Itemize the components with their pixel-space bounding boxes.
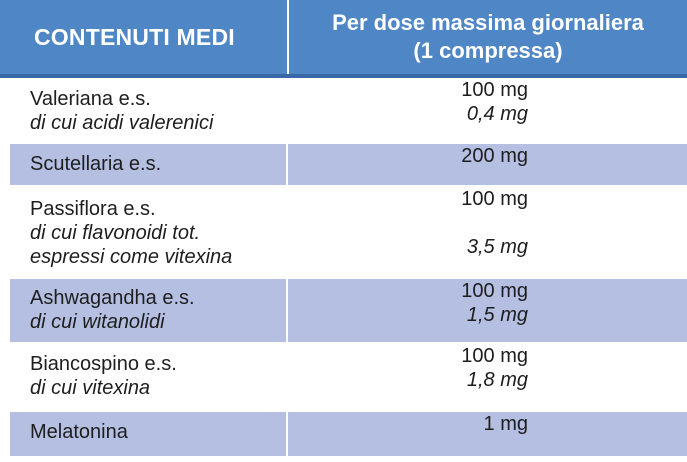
header-dose-line2: (1 compressa) bbox=[413, 38, 563, 63]
ingredient-amount: 100 mg bbox=[461, 79, 528, 101]
ingredient-sub: espressi come vitexina bbox=[30, 246, 233, 268]
ingredient-sub-amount: 0,4 mg bbox=[466, 103, 528, 125]
ingredient-sub: di cui witanolidi bbox=[30, 311, 165, 333]
ingredient-amount: 200 mg bbox=[461, 145, 528, 167]
ingredient-sub-amount: 1,5 mg bbox=[466, 304, 528, 326]
table-row-biancospino bbox=[10, 344, 687, 410]
ingredient-amount: 100 mg bbox=[461, 188, 528, 210]
ingredient-name: Melatonina bbox=[30, 421, 128, 443]
ingredient-amount: 100 mg bbox=[461, 280, 528, 302]
ingredient-sub: di cui vitexina bbox=[30, 377, 151, 399]
table-row-passiflora bbox=[10, 187, 687, 277]
table-row-melatonina bbox=[10, 412, 687, 456]
header-contents-label: CONTENUTI MEDI bbox=[34, 23, 235, 50]
table-row-scutellaria bbox=[10, 144, 687, 185]
table-header bbox=[0, 0, 687, 78]
header-dose-line1: Per dose massima giornaliera bbox=[332, 10, 644, 35]
ingredient-sub: di cui flavonoidi tot. bbox=[30, 222, 201, 244]
ingredient-name: Passiflora e.s. bbox=[30, 198, 156, 220]
header-dose-label bbox=[289, 0, 687, 74]
ingredient-sub-amount bbox=[288, 211, 528, 235]
ingredient-amount: 100 mg bbox=[461, 345, 528, 367]
ingredient-name: Valeriana e.s. bbox=[30, 88, 151, 110]
ingredient-name: Scutellaria e.s. bbox=[30, 153, 162, 175]
ingredient-name: Biancospino e.s. bbox=[30, 353, 177, 375]
ingredient-sub-amount: 1,8 mg bbox=[466, 369, 528, 391]
ingredient-amount: 1 mg bbox=[483, 413, 528, 435]
table-row-ashwagandha bbox=[10, 279, 687, 342]
ingredient-sub: di cui acidi valerenici bbox=[30, 112, 214, 134]
table-row-valeriana bbox=[10, 78, 687, 142]
ingredient-sub-amount: 3,5 mg bbox=[466, 236, 528, 258]
ingredient-name: Ashwagandha e.s. bbox=[30, 287, 195, 309]
